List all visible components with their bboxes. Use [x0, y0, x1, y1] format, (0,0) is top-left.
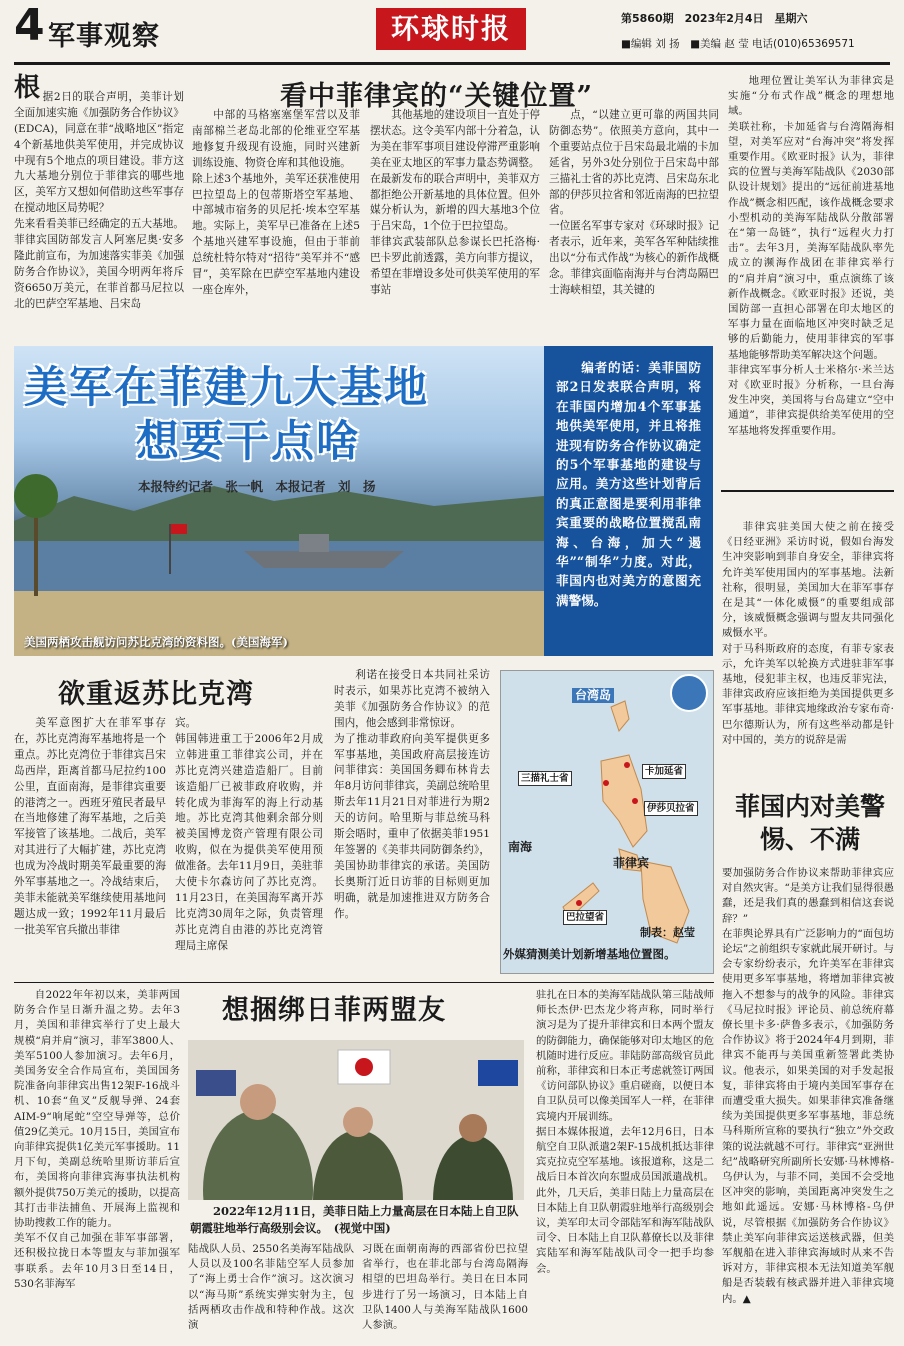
masthead-logo: 环球时报 [376, 8, 526, 50]
article4-col2: 陆战队人员、2550名美海军陆战队人员以及100名菲陆空军人员参加了“海上勇士合作”演习。这次演习以“海马斯”系统实弹实射为主，包括两栖攻击作战和特种作战。这次演 [188, 1243, 354, 1332]
officer-1-head [240, 1084, 276, 1120]
article1-col3: 其他基地的建设项目一直处于停摆状态。这令美军内部十分着急，认为美在菲军事项目建设停滞严重影响美在亚太地区的军事力量态势调整。 在最新发布的联合声明中，美菲双方都拒绝公开新基地的具体位置。但外媒分析认为，新增的四大基地3个位于吕宋岛，1个位于巴拉望岛。 菲律宾武装部队总参谋长巴托洛梅·巴卡罗此前透露，美方向菲方提议，希望在菲增设多处可供美军使用的军事站 [370, 109, 540, 296]
issue-line: 第5860期 2023年2月4日 星期六 [621, 12, 808, 25]
article1-title: 看中菲律宾的“关键位置” [280, 81, 594, 112]
editor-note: 编者的话：美菲国防部2日发表联合声明，将在菲国内增加4个军事基地供美军使用，并且将推进现有防务合作协议确定的5个军事基地的建设与应用。美方这些计划背后的真正意图是要利用菲律宾重要的战略位置搅乱南海、台海，加大“遏华”“制华”力度。对此，菲国内也对美方的意图充满警惕。 [544, 346, 713, 656]
map-caption: 外媒猜测美计划新增基地位置图。 [503, 947, 676, 961]
banner-title-1: 美军在菲建九大基地 [24, 363, 429, 413]
label-zambales: 三描礼士省 [518, 771, 572, 786]
article1-col1-text: 据2日的联合声明，美菲计划全面加速实施《加强防务合作协议》(EDCA)，同意在菲“战略地区”指定4个新基地供美军使用，并完成协议中现有5个地点的项目建设。菲方这九大基地分别位于菲律宾的哪些地区，美军方又想如何借助这些军事存在搅动地区局势呢？ 先来看看美菲已经确定的五大基地。菲律宾国防部发言人阿塞尼奥·安多隆此前宣布，为加速落实菲美《加强防务合作协议》，美国今明两年将斥资6650万美元，在菲首都马尼拉以北的巴萨空军基地、吕宋岛 [14, 90, 184, 310]
sea [14, 541, 544, 596]
page-number: 4 [14, 0, 45, 51]
article4-title: 想捆绑日菲两盟友 [222, 995, 446, 1026]
ph-flag [478, 1060, 518, 1086]
header-rule [14, 62, 890, 65]
article2-title: 欲重返苏比克湾 [58, 679, 254, 710]
meeting-caption: 2022年12月11日，美菲日陆上力量高层在日本陆上自卫队朝霞驻地举行高级别会议。 (视觉中国) [190, 1204, 519, 1235]
label-philippines: 菲律宾 [613, 856, 650, 870]
ship-island [299, 534, 329, 552]
map-credit: 制表：赵莹 [640, 926, 695, 939]
article1-col1 [14, 74, 184, 336]
palm-leaves [14, 474, 58, 518]
article3-rule [721, 490, 894, 492]
article3-title: 菲国内对美警惕、不满 [734, 792, 885, 854]
banner-caption: 美国两栖攻击舰访问苏比克湾的资料图。(美国海军) [24, 635, 288, 649]
article1-col4: 点，“以建立更可靠的两国共同防御态势”。依照美方意向，其中一个重要站点位于吕宋岛最北端的卡加延省，另外3处分别位于吕宋岛中部三描礼士省的苏比克湾、吕宋岛东北部的伊莎贝拉省和邻近南海的巴拉望省。 一位匿名军事专家对《环球时报》记者表示，近年来，美军各军种陆续推出以“分布式作战”为核心的新作战概念。菲律宾面临南海并与台湾岛隔巴士海峡相望，其关键的 [549, 109, 719, 296]
dropcap: 根 [14, 73, 41, 103]
editors-line: ■编辑 刘 扬 ■美编 赵 莹 电话(010)65369571 [621, 38, 855, 50]
mountains [14, 486, 544, 546]
ship-hull [244, 551, 404, 568]
article4-rule [14, 982, 714, 983]
article4-col3: 习既在面朝南海的西部省份巴拉望省举行，也在菲北部与台湾岛隔海相望的巴坦岛举行。美日在日本同步进行了另一场演习，日本陆上自卫队1400人与美海军陆战队1600人参演。 [362, 1243, 528, 1332]
marker-zambales [603, 780, 609, 786]
taiwan-shape [611, 701, 629, 731]
article4-col4: 驻扎在日本的美海军陆战队第三陆战师师长杰伊·巴杰龙少将声称，同时举行演习是为了提升菲律宾和日本两个盟友的防御能力，确保能够对印太地区的危机随时进行反应。菲陆防部高级官员此前称，菲律宾和日本正考虑就签订两国《访问部队协议》重启磋商，以便日本自卫队员可以像美国军人一样，在菲律宾境内开展训练。 据日本媒体报道，去年12月6日，日本航空自卫队派遣2架F-15战机抵达菲律宾克拉克空军基地。该报道称，这是二战后日本首次向东盟成员国派遣战机。此外，几天后，美菲日陆上力量高层在日本陆上自卫队朝霞驻地举行高级别会议，美军印太司令部陆军和海军陆战队司令、日本陆上自卫队幕僚长以及菲律宾陆军和海军陆战队司令一把手均参会。 [536, 989, 714, 1275]
marker-cagayan [624, 762, 630, 768]
article2-col1: 美军意图扩大在菲军事存在，苏比克湾海军基地将是一个重点。苏比克湾位于菲律宾吕宋岛西岸，距离首都马尼拉约100公里，直面南海，是菲律宾重要的港湾之一。西班牙殖民者最早在当地修建了海军基地，之后美军接管了该基地。二战后，美军对其进行了大幅扩建，苏比克湾也成为冷战时期美军最重要的海外军事基地之一。冷战结束后，美菲未能就美军继续使用基地问题达成一致；1992年11月最后一批美军官兵撤出菲律 [14, 717, 166, 936]
meeting-scene [188, 1040, 524, 1200]
article3-col-a: 菲律宾驻美国大使之前在接受《日经亚洲》采访时说，假如台海发生冲突影响到菲自身安全，菲律宾将允许美军使用国内的军事基地。法新社称，很明显，美国加大在菲军事存在是其“一体化威慑”的重要组成部分，该威慑概念强调与盟友共同强化威慑水平。 对于马科斯政府的态度，有菲专家表示，允许美军以轮换方式进驻菲军事基地，侵犯菲主权，也违反菲宪法，菲律宾政府应该拒绝为美国提供更多军事基地。菲律宾地缘政治专家布奇·巴尔德斯认为，所有这些举动都是针对中国的，美方的说辞是需 [722, 521, 894, 746]
banner-title-2: 想要干点啥 [136, 417, 361, 467]
section-title: 军事观察 [48, 21, 160, 52]
flag [171, 524, 187, 534]
label-isabela: 伊莎贝拉省 [644, 801, 698, 816]
article4-col1: 自2022年年初以来，美菲两国防务合作呈日渐升温之势。去年3月，美国和菲律宾举行了史上最大规模“肩并肩”演习，菲军3800人、美军5100人参加演习。去年6月，美国务安全合作局宣布，美国国务院准备向菲律宾出售12架F-16战斗机、10套“鱼叉”反舰导弹、24套AIM-9“响尾蛇”空空导弹等，总价值29亿美元。10月15日，美国宣布向菲律宾提供1亿美元军事援助。11月下旬，美副总统哈里斯访菲后宣布，美国将向菲律宾海事执法机构额外提供750万美元的援助，以提高其打击非法捕鱼、开展海上监视和协助搜救工作的能力。 美军不仅自己加强在菲军事部署，还积极拉拢日本等盟友与菲加强军事联系。去年10月3日至14日，530名菲海军 [14, 989, 180, 1290]
officer-3-head [459, 1114, 487, 1142]
meeting-photo [188, 1040, 524, 1200]
officer-2-head [343, 1107, 373, 1137]
label-south-sea: 南海 [508, 840, 533, 854]
marker-palawan [576, 900, 582, 906]
marker-isabela [632, 798, 638, 804]
label-taiwan: 台湾岛 [572, 688, 614, 703]
article1-col5: 地理位置让美军认为菲律宾是实施“分布式作战”概念的理想地域。 美联社称，卡加延省与台湾隔海相望，对美军应对“台海冲突”将发挥重要作用。《欧亚时报》认为，菲律宾的位置与美海军陆战队《2030部队设计规划》提出的“远征前进基地作战”概念相匹配，该作战概念要求小型机动的美海军陆战队分散部署在“第一岛链”，执行“远程火力打击”。去年3月，美海军陆战队率先成立的濒海作战团在菲律宾举行的“肩并肩”演习中，重点演练了该新作战概念。《欧亚时报》还说，美国防部一直担心部署在印太地区的军事力量在面临地区冲突时缺乏足够的后勤能力，使用菲律宾的军事基地能够帮助美军解决这个问题。 菲律宾军事分析人士米格尔·米兰达对《欧亚时报》分析称，一旦台海发生冲突，美国将与台岛建立“空中通道”，菲律宾提供给美军使用的空军基地将发挥重要作用。 [728, 75, 894, 437]
article3-col-b: 要加强防务合作协议来帮助菲律宾应对自然灾害。“是美方让我们显得很愚蠢，还是我们真的愚蠢到相信这套说辞？” 在菲舆论界具有广泛影响力的“面包坊论坛”之前组织专家就此展开研讨。与会专家纷纷表示，允许美军在菲律宾使用更多军事基地，将增加菲律宾被拖入不想参与的战争的风险。菲律宾《马尼拉时报》评论员、前总统府幕僚长里卡多·萨鲁多表示，《加强防务合作协议》将于2024年4月到期，菲律宾不能再与美国重新签署此类协议。他表示，如果美国的对手发起报复，菲律宾将由于境内美国军事存在而遭受重大损失。如果菲律宾准备继续为美国提供更多军事基地，菲总统马科斯所宣称的要执行“独立”外交政策的说法就越不可行。菲律宾“亚洲世纪”战略研究所副所长安娜·马林博格-乌伊认为，与菲不同，美国不会受地区冲突的影响，美国距离冲突发生之地如此遥远。安娜·马林博格-乌伊说，尽管根据《加强防务合作协议》禁止美军向菲律宾运送核武器，但美军舰船在进入菲律宾海域时从来不告诉对方，菲律宾根本无法知道美军舰船是否装载有核武器并进入菲律宾境内。▲ [722, 867, 894, 1305]
globe-inset [671, 675, 707, 711]
article2-col3: 利诺在接受日本共同社采访时表示，如果苏比克湾不被纳入美菲《加强防务合作协议》的范围内，他会感到非常惊讶。 为了推动菲政府向美军提供更多军事基地，美国政府高层接连访问菲律宾：美国国务卿布林肯去年8月访问菲律宾，美副总统哈里斯去年11月21日对菲进行为期2天的访问。哈里斯与菲总统马科斯会晤时，重申了依据美菲1951年签署的《美菲共同防御条约》，美国协助菲律宾的承诺。美国防长奥斯汀近日访菲的目标则更加明确，就是加速推进双方防务合作。 [334, 669, 490, 920]
banner-byline: 本报特约记者 张一帆 本报记者 刘 扬 [138, 479, 376, 494]
japan-flag-disc [355, 1058, 373, 1076]
label-cagayan: 卡加延省 [642, 764, 686, 779]
luzon-shape [601, 755, 647, 847]
label-palawan: 巴拉望省 [563, 910, 607, 925]
us-flag [196, 1070, 236, 1096]
article1-col2: 中部的马格塞塞堡军营以及菲南部棉兰老岛北部的伦维亚空军基地修复升级现有设施，同时兴建新训练设施、物资仓库和其他设施。 除上述3个基地外，美军还获准使用巴拉望岛上的包蒂斯塔空军基地、中部城市宿务的贝尼托·埃本空军基地。实际上，美军早已准备在上述5个基地兴建军事设施，但由于菲前总统杜特尔特对“招待”美军并不“感冒”，美军除在巴萨空军基地内建设一座仓库外， [192, 109, 360, 296]
article2-col2: 宾。 韩国韩进重工于2006年2月成立韩进重工菲律宾公司，并在苏比克湾兴建造造船厂。目前该造船厂已被菲政府收购，并转化成为菲海军的海上行动基地。苏比克湾其他剩余部分则被美国博龙资产管理有限公司收购，似在为提供美军使用预做准备。去年11月9日，美驻菲大使卡尔森访问了苏比克湾。11月23日，在美国海军离开苏比克湾30周年之际，负责管理苏比克湾自由港的苏比克湾管理局主席保 [175, 717, 323, 952]
flagpole [169, 524, 171, 574]
